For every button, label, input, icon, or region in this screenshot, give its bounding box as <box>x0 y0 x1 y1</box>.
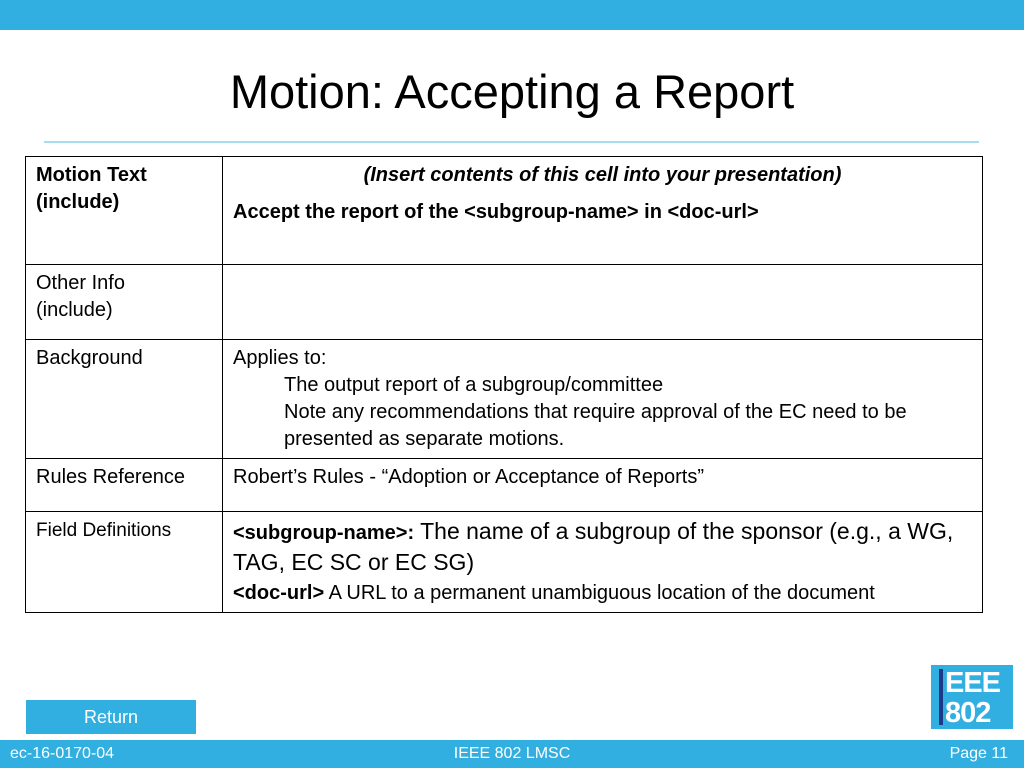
motion-text-label: Motion Text (include) <box>26 157 223 265</box>
field-def-subgroup-name: The name of a subgroup of the sponsor (e.g., a WG, TAG, EC SC or EC SG) <box>233 518 954 575</box>
logo-bar <box>939 669 943 725</box>
field-term-doc-url: <doc-url> <box>233 582 325 604</box>
background-intro: Applies to: <box>233 347 327 369</box>
background-cell <box>223 340 983 459</box>
return-button[interactable]: Return <box>26 700 196 734</box>
table-row-field-definitions <box>26 512 983 613</box>
other-info-label-sub: (include) <box>36 299 113 321</box>
footer-page-number: Page 11 <box>949 745 1008 762</box>
motion-text: Accept the report of the <subgroup-name> in <doc-url> <box>233 201 759 223</box>
logo-text-bottom: 802 <box>945 697 991 729</box>
footer-bar <box>0 740 1024 768</box>
field-term-subgroup-name: <subgroup-name>: <box>233 522 415 544</box>
table-row-motion-text <box>26 157 983 265</box>
top-banner <box>0 0 1024 30</box>
motion-text-cell <box>223 157 983 265</box>
background-line-2: Note any recommendations that require approval of the EC need to be presented as separate motions. <box>284 401 907 450</box>
other-info-label <box>26 265 223 340</box>
background-label: Background <box>26 340 223 459</box>
footer-center-text: IEEE 802 LMSC <box>453 745 571 762</box>
table-row-rules-reference <box>26 459 983 512</box>
footer-doc-id: ec-16-0170-04 <box>10 745 115 762</box>
motion-instruction: (Insert contents of this cell into your presentation) <box>363 164 842 186</box>
field-definitions-label: Field Definitions <box>26 512 223 613</box>
table-row-background <box>26 340 983 459</box>
other-info-cell <box>223 265 983 340</box>
logo-text-top: EEE <box>945 667 1001 699</box>
other-info-label-main: Other Info <box>36 272 125 294</box>
background-line-1: The output report of a subgroup/committee <box>284 374 664 396</box>
field-definitions-cell <box>223 512 983 613</box>
ieee-802-logo <box>931 665 1013 729</box>
table-row-other-info <box>26 265 983 340</box>
rules-reference-cell: Robert’s Rules - “Adoption or Acceptance of Reports” <box>223 459 983 512</box>
title-divider <box>44 141 979 143</box>
field-def-doc-url: A URL to a permanent unambiguous location of the document <box>324 582 875 604</box>
slide-title: Motion: Accepting a Report <box>229 65 795 118</box>
rules-reference-label: Rules Reference <box>26 459 223 512</box>
motion-table <box>25 156 983 613</box>
